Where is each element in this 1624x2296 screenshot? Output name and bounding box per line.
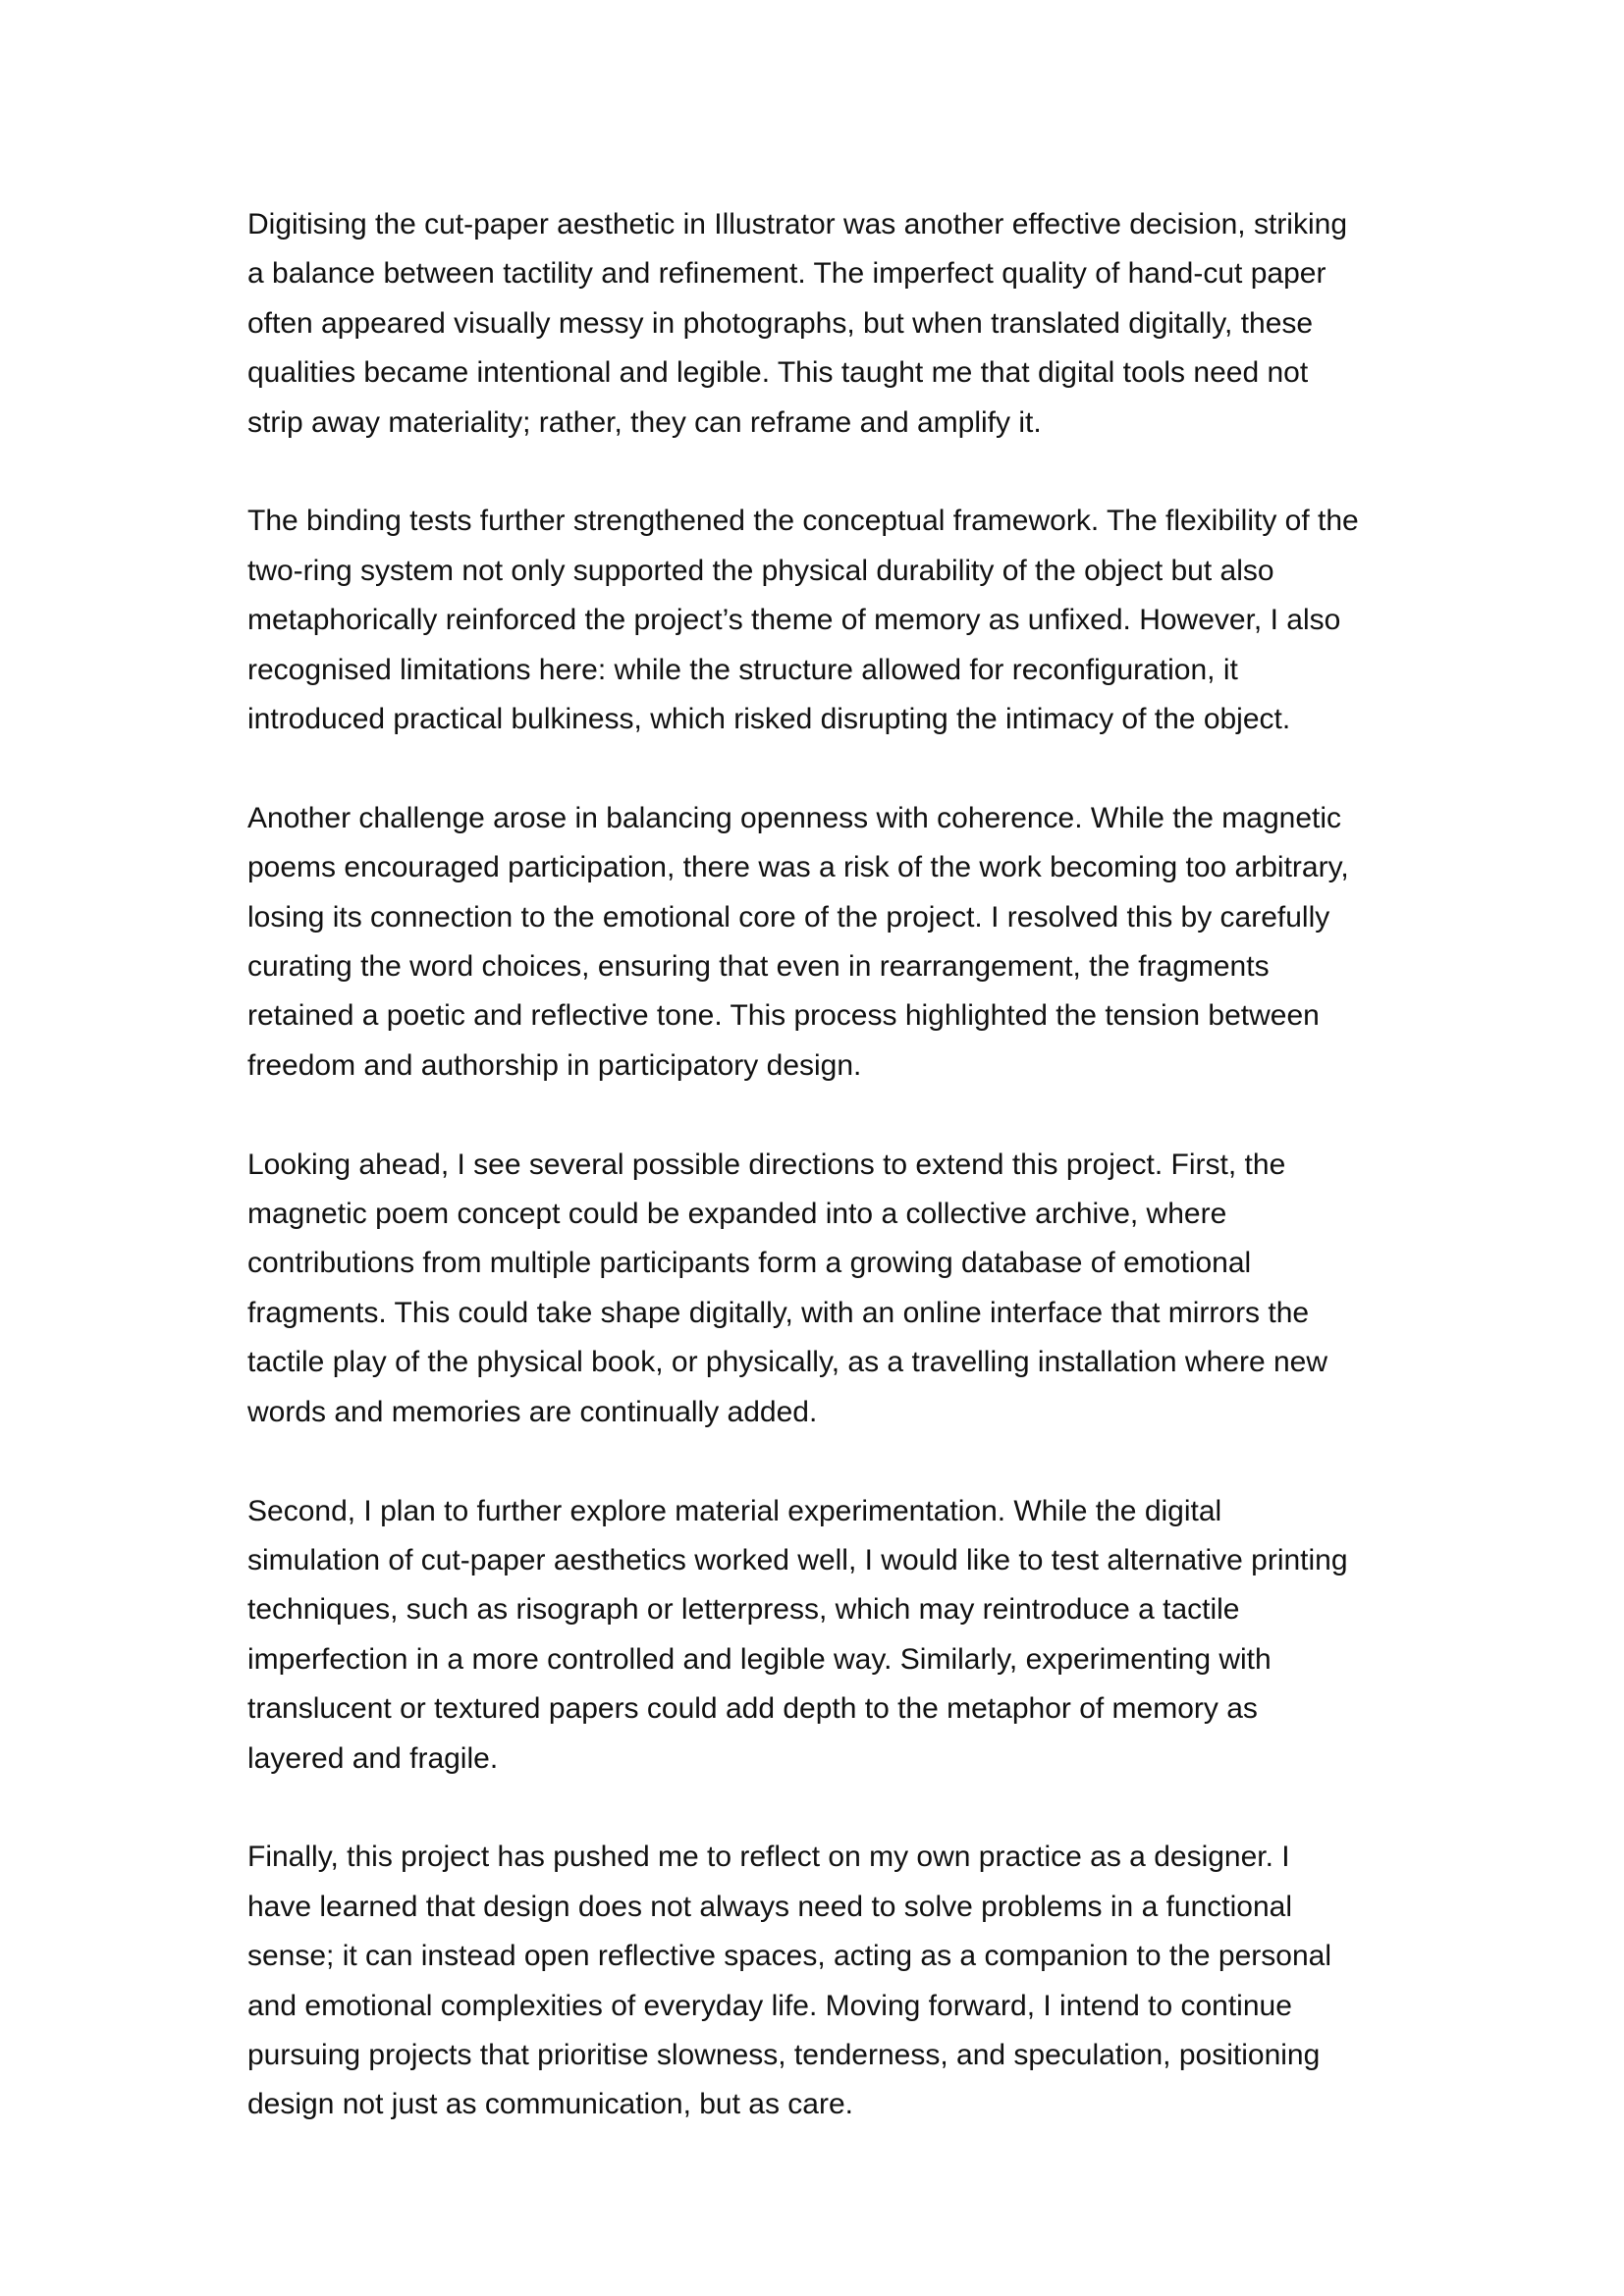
paragraph-another-challenge <box>247 794 1386 1091</box>
text-line: tactile play of the physical book, or physically, as a travelling installation where new <box>247 1346 1328 1379</box>
text-line: imperfection in a more controlled and legible way. Similarly, experimenting with <box>247 1642 1272 1676</box>
text-line: Second, I plan to further explore material experimentation. While the digital <box>247 1494 1222 1527</box>
text-line: losing its connection to the emotional core of the project. I resolved this by carefully <box>247 900 1330 934</box>
text-line: recognised limitations here: while the structure allowed for reconfiguration, it <box>247 653 1238 686</box>
text-line: metaphorically reinforced the project’s theme of memory as unfixed. However, I also <box>247 604 1341 637</box>
text-line: Another challenge arose in balancing openness with coherence. While the magnetic <box>247 801 1342 834</box>
text-line: strip away materiality; rather, they can reframe and amplify it. <box>247 405 1042 439</box>
text-line: poems encouraged participation, there was a risk of the work becoming too arbitrary, <box>247 851 1349 884</box>
text-line: and emotional complexities of everyday life. Moving forward, I intend to continue <box>247 1989 1292 2022</box>
text-line: The binding tests further strengthened the conceptual framework. The flexibility of the <box>247 505 1359 538</box>
paragraph-looking-ahead <box>247 1141 1386 1437</box>
text-line: two-ring system not only supported the physical durability of the object but also <box>247 554 1274 587</box>
text-line: translucent or textured papers could add depth to the metaphor of memory as <box>247 1692 1258 1726</box>
paragraph-finally <box>247 1833 1386 2129</box>
paragraph-binding-tests <box>247 497 1386 744</box>
text-line: a balance between tactility and refinement. The imperfect quality of hand-cut paper <box>247 257 1326 291</box>
text-line: freedom and authorship in participatory design. <box>247 1048 862 1082</box>
text-line: introduced practical bulkiness, which risked disrupting the intimacy of the object. <box>247 703 1291 736</box>
text-line: simulation of cut-paper aesthetics worked well, I would like to test alternative printing <box>247 1543 1348 1576</box>
paragraph-digitising <box>247 200 1386 448</box>
text-line: curating the word choices, ensuring that even in rearrangement, the fragments <box>247 950 1270 984</box>
text-line: fragments. This could take shape digitally, with an online interface that mirrors the <box>247 1296 1310 1329</box>
text-line: Finally, this project has pushed me to reflect on my own practice as a designer. I <box>247 1841 1290 1874</box>
text-line: have learned that design does not always need to solve problems in a functional <box>247 1890 1293 1923</box>
text-line: words and memories are continually added. <box>247 1395 818 1428</box>
text-line: Digitising the cut-paper aesthetic in Illustrator was another effective decision, striking <box>247 208 1348 240</box>
text-line: design not just as communication, but as care. <box>247 2088 853 2121</box>
text-line: often appeared visually messy in photographs, but when translated digitally, these <box>247 306 1314 340</box>
paragraph-second <box>247 1487 1386 1784</box>
text-line: techniques, such as risograph or letterpress, which may reintroduce a tactile <box>247 1593 1240 1627</box>
text-line: sense; it can instead open reflective spaces, acting as a companion to the personal <box>247 1940 1332 1973</box>
text-line: magnetic poem concept could be expanded into a collective archive, where <box>247 1198 1227 1231</box>
text-line: contributions from multiple participants form a growing database of emotional <box>247 1247 1252 1280</box>
text-line: Looking ahead, I see several possible directions to extend this project. First, the <box>247 1148 1286 1181</box>
body-text <box>247 200 1386 2179</box>
text-line: retained a poetic and reflective tone. This process highlighted the tension between <box>247 999 1320 1033</box>
text-line: qualities became intentional and legible. This taught me that digital tools need not <box>247 356 1309 390</box>
text-line: pursuing projects that prioritise slowness, tenderness, and speculation, positioning <box>247 2038 1321 2071</box>
text-line: layered and fragile. <box>247 1741 499 1775</box>
